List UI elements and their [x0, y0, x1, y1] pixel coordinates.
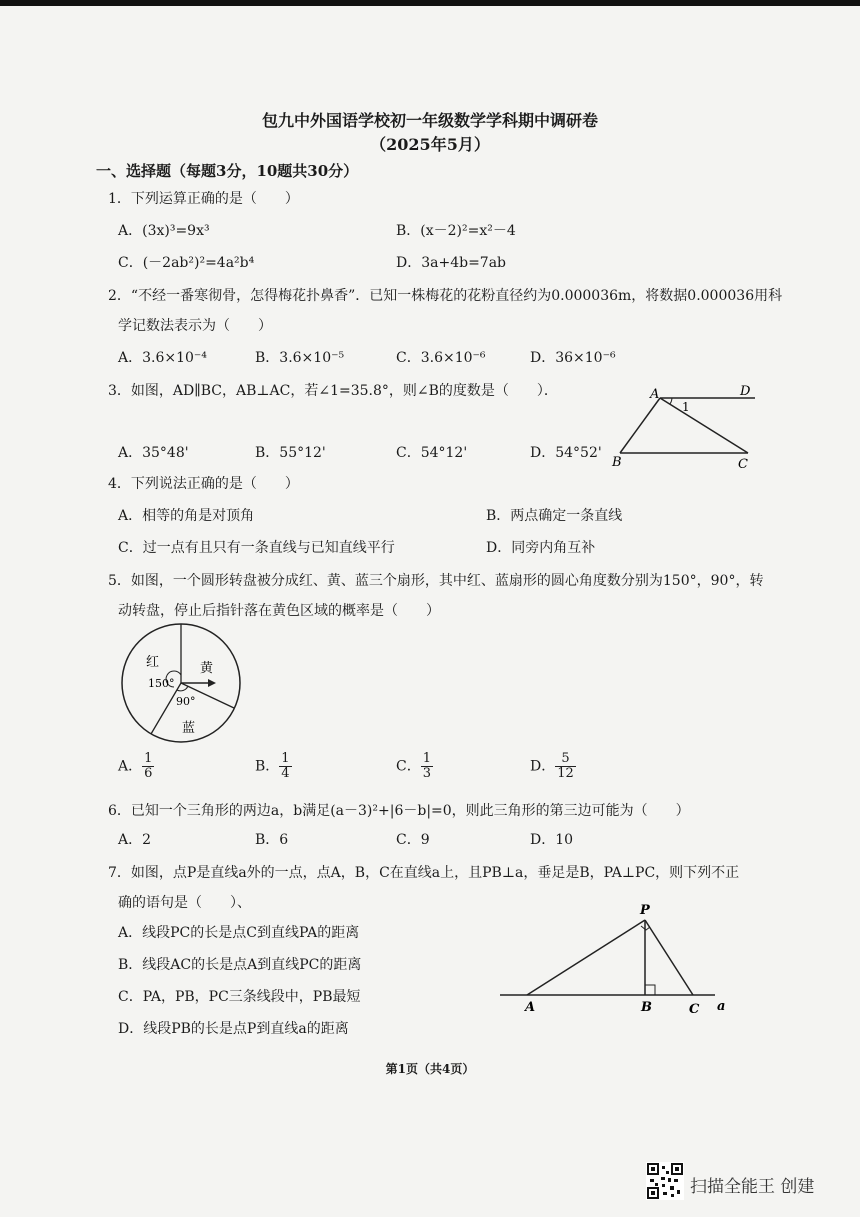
q2-option-d: D．36×10⁻⁶	[530, 350, 616, 366]
label-red: 红	[146, 655, 160, 670]
qr-code-icon	[646, 1162, 684, 1200]
q5-option-d	[530, 752, 576, 781]
q5-option-b-fraction	[279, 752, 291, 781]
label-c: C	[738, 457, 748, 472]
q6-option-d: D．10	[530, 832, 574, 848]
scanner-watermark-text: 扫描全能王 创建	[690, 1177, 815, 1197]
label-line-a: a	[717, 999, 726, 1014]
exam-title: 包九中外国语学校初一年级数学学科期中调研卷	[261, 111, 598, 130]
scan-edge	[0, 0, 860, 6]
q4-option-c: C．过一点有且只有一条直线与已知直线平行	[118, 540, 395, 556]
q1-stem: 1．下列运算正确的是（ ）	[108, 191, 299, 207]
q2-option-c: C．3.6×10⁻⁶	[396, 350, 486, 366]
numerator: 1	[281, 751, 290, 766]
label-yellow: 黄	[200, 661, 214, 676]
q3-option-b: B．55°12'	[255, 445, 326, 461]
q1-option-d: D．3a+4b=7ab	[396, 255, 507, 271]
label-b: B	[612, 455, 622, 470]
q5-option-d-fraction	[555, 752, 576, 781]
label-150-degrees: 150°	[148, 677, 175, 690]
label-blue: 蓝	[182, 721, 196, 736]
q3-stem: 3．如图，AD∥BC，AB⊥AC，若∠1=35.8°，则∠B的度数是（ ）．	[108, 383, 558, 399]
q5-option-c-fraction	[421, 752, 433, 781]
line-ab	[620, 398, 660, 453]
denominator: 6	[144, 766, 153, 781]
q4-option-b: B．两点确定一条直线	[486, 508, 623, 524]
spinner-radius-left	[151, 683, 181, 734]
numerator: 1	[422, 751, 431, 766]
q5-stem-line1: 5．如图，一个圆形转盘被分成红、黄、蓝三个扇形，其中红、蓝扇形的圆心角度数分别为150°，90°，转	[108, 573, 764, 589]
q5-option-d-label: D．	[530, 758, 556, 775]
segment-pa	[527, 920, 645, 995]
label-c: C	[689, 1002, 700, 1017]
label-90-degrees: 90°	[176, 695, 196, 708]
right-angle-b-mark	[645, 985, 655, 995]
q3-triangle-figure	[600, 378, 760, 473]
q5-option-b-label: B．	[255, 758, 280, 775]
q5-option-c-label: C．	[396, 758, 421, 775]
denominator: 3	[422, 766, 431, 781]
q4-option-a: A．相等的角是对顶角	[118, 508, 255, 524]
q2-option-b: B．3.6×10⁻⁵	[255, 350, 345, 366]
q2-option-a: A．3.6×10⁻⁴	[118, 350, 207, 366]
q7-stem-line2: 确的语句是（ ）、	[118, 895, 251, 911]
label-a-point: A	[525, 1000, 536, 1015]
line-ac	[660, 398, 748, 453]
page-number: 第1页（共4页）	[385, 1062, 475, 1076]
q5-spinner-figure	[118, 620, 244, 746]
q7-stem-line1: 7．如图，点P是直线a外的一点，点A，B，C在直线a上，且PB⊥a，垂足是B，PA⊥PC，则下列不正	[108, 865, 740, 881]
q2-stem-line1: 2．“不经一番寒彻骨，怎得梅花扑鼻香”．已知一株梅花的花粉直径约为0.000036m，将数据0.000036用科	[108, 288, 783, 304]
denominator: 12	[557, 766, 574, 781]
q3-option-a: A．35°48'	[118, 445, 189, 461]
q4-stem: 4．下列说法正确的是（ ）	[108, 476, 299, 492]
q7-option-a: A．线段PC的长是点C到直线PA的距离	[118, 925, 360, 941]
q7-option-c: C．PA，PB，PC三条线段中，PB最短	[118, 989, 361, 1005]
numerator: 5	[555, 752, 576, 767]
numerator: 1	[144, 751, 153, 766]
section-heading: 一、选择题（每题3分，10题共30分）	[96, 162, 359, 180]
q5-option-a	[118, 752, 154, 781]
q5-option-a-label: A．	[118, 758, 143, 775]
angle-1-arc	[670, 398, 672, 404]
q6-option-a: A．2	[118, 832, 152, 848]
label-angle-1: 1	[682, 400, 690, 414]
q6-option-c: C．9	[396, 832, 430, 848]
exam-date: （2025年5月）	[370, 135, 490, 154]
q1-option-b: B．(x－2)²=x²－4	[396, 223, 516, 239]
q7-option-b: B．线段AC的长是点A到直线PC的距离	[118, 957, 362, 973]
q1-option-c: C．(－2ab²)²=4a²b⁴	[118, 255, 255, 271]
pointer-arrowhead	[208, 679, 216, 687]
q3-option-c: C．54°12'	[396, 445, 468, 461]
q6-option-b: B．6	[255, 832, 289, 848]
q7-option-d: D．线段PB的长是点P到直线a的距离	[118, 1021, 349, 1037]
label-b: B	[641, 1000, 652, 1015]
q6-stem: 6．已知一个三角形的两边a，b满足(a－3)²+|6－b|=0，则此三角形的第三边可能为（ ）	[108, 803, 690, 819]
q3-option-d: D．54°52'	[530, 445, 602, 461]
q1-option-a: A．(3x)³=9x³	[118, 223, 210, 239]
segment-pc	[645, 920, 693, 995]
q7-perpendicular-figure	[495, 900, 745, 1018]
label-d: D	[740, 384, 751, 399]
q5-stem-line2: 动转盘，停止后指针落在黄色区域的概率是（ ）	[118, 603, 440, 619]
q5-option-b	[255, 752, 292, 781]
label-p: P	[640, 903, 650, 918]
q5-option-c	[396, 752, 433, 781]
q2-stem-line2: 学记数法表示为（ ）	[118, 318, 272, 334]
q4-option-d: D．同旁内角互补	[486, 540, 596, 556]
label-a: A	[650, 387, 660, 402]
q5-option-a-fraction	[142, 752, 154, 781]
denominator: 4	[281, 766, 290, 781]
